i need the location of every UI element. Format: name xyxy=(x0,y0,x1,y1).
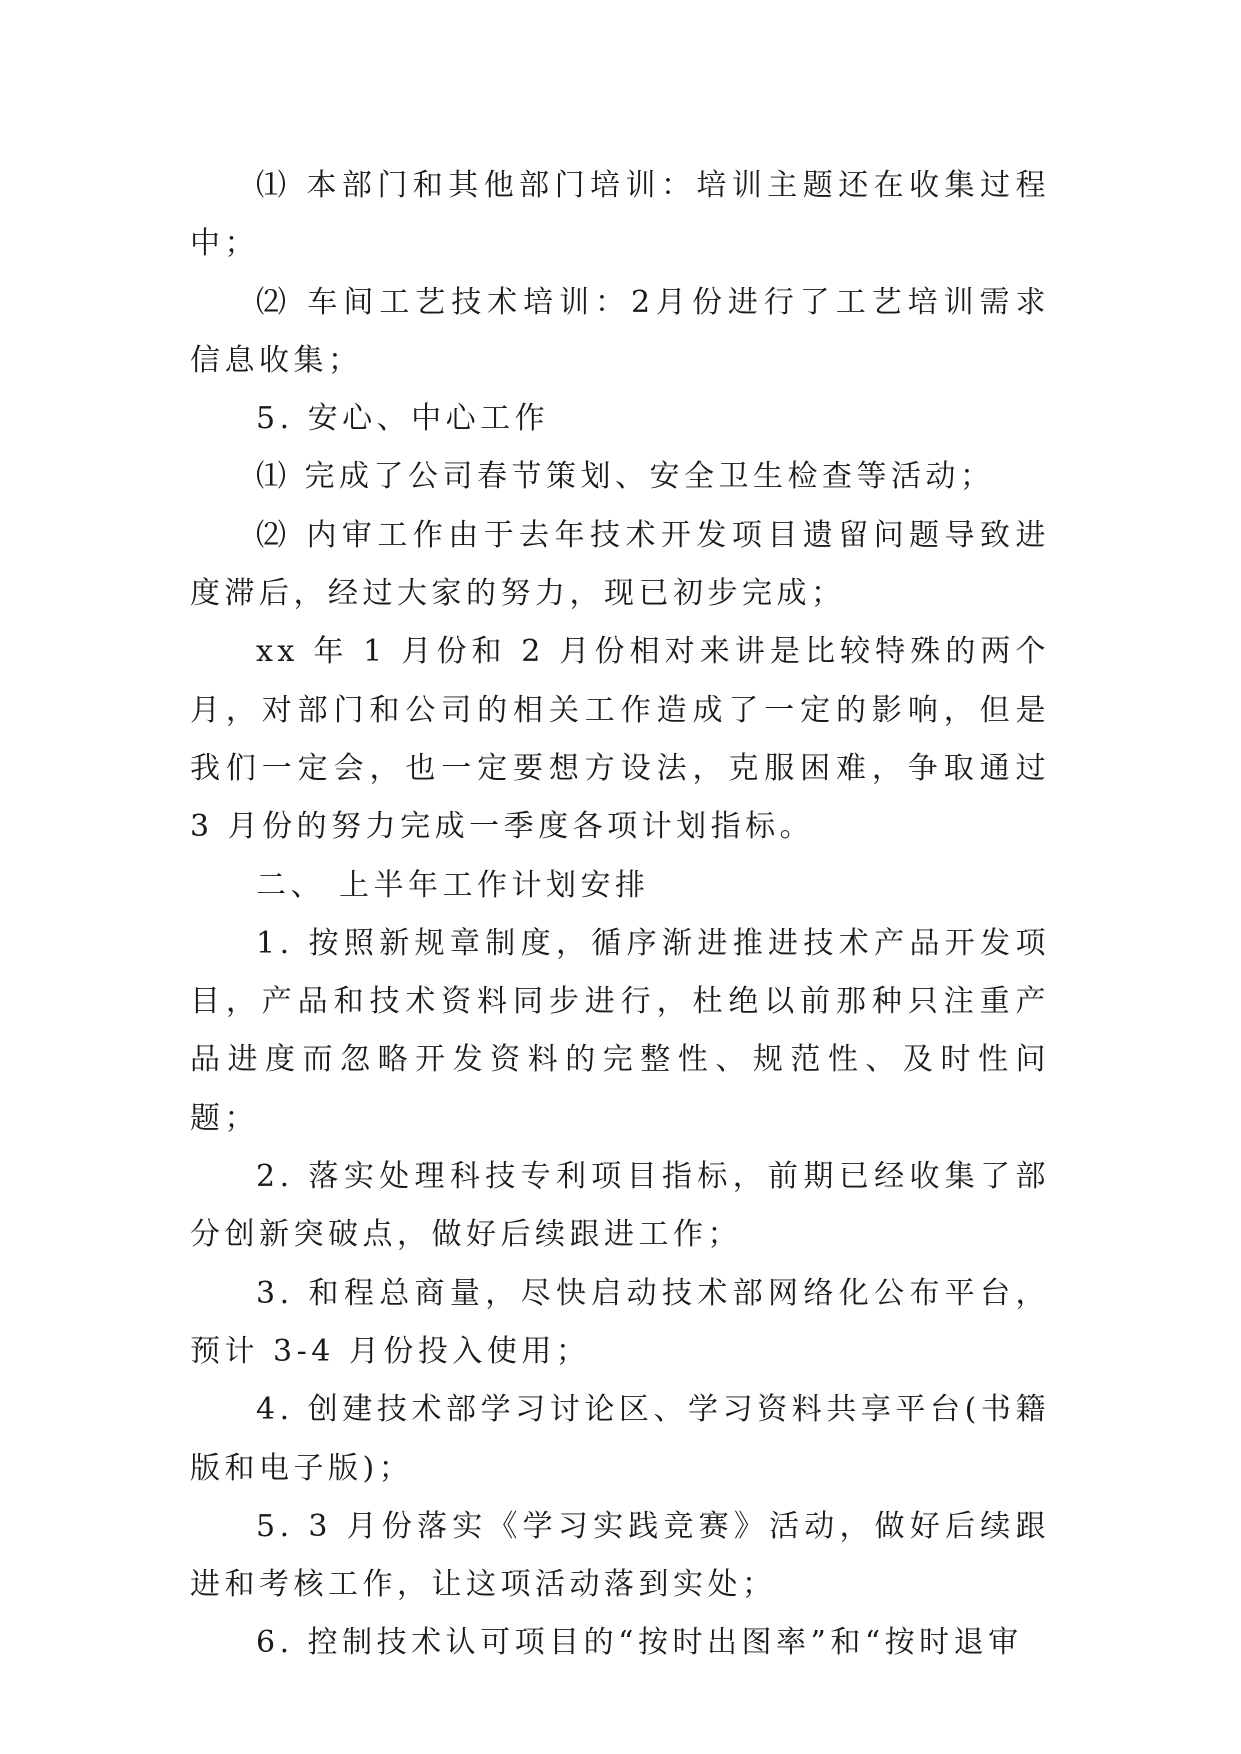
paragraph-plan-item-6: 6. 控制技术认可项目的“按时出图率”和“按时退审 xyxy=(256,1625,1023,1661)
document-body xyxy=(190,157,1050,1673)
paragraph-plan-item-3: 3. 和程总商量，尽快启动技术部网络化公布平台，预计 3-4 月份投入使用； xyxy=(190,1275,1050,1369)
paragraph-workshop-process-training: ⑵ 车间工艺技术培训：2月份进行了工艺培训需求信息收集； xyxy=(190,284,1050,378)
paragraph-plan-item-5: 5. 3 月份落实《学习实践竞赛》活动，做好后续跟进和考核工作，让这项活动落到实处； xyxy=(190,1508,1050,1603)
paragraph-spring-festival-activities: ⑴ 完成了公司春节策划、安全卫生检查等活动； xyxy=(256,459,995,495)
paragraph-internal-audit: ⑵ 内审工作由于去年技术开发项目遗留问题导致进度滞后，经过大家的努力，现已初步完成； xyxy=(190,517,1050,612)
paragraph-plan-item-4: 4. 创建技术部学习讨论区、学习资料共享平台(书籍版和电子版)； xyxy=(190,1392,1050,1486)
paragraph-plan-item-2: 2. 落实处理科技专利项目指标，前期已经收集了部分创新突破点，做好后续跟进工作； xyxy=(190,1159,1050,1253)
paragraph-section-2-heading: 二、 上半年工作计划安排 xyxy=(256,867,650,903)
paragraph-training-other-departments: ⑴ 本部门和其他部门培训：培训主题还在收集过程中； xyxy=(190,168,1050,262)
paragraph-plan-item-1: 1. 按照新规章制度，循序渐进推进技术产品开发项目，产品和技术资料同步进行，杜绝以前那种只注重产品进度而忽略开发资料的完整性、规范性、及时性问题； xyxy=(190,925,1050,1136)
paragraph-january-february-summary: xx 年 1 月份和 2 月份相对来讲是比较特殊的两个月，对部门和公司的相关工作造成了一定的影响，但是我们一定会，也一定要想方设法，克服困难，争取通过 3 月份的努力完成一季度各项计划指标。 xyxy=(190,634,1050,845)
paragraph-section-5-heading: 5. 安心、中心工作 xyxy=(256,401,550,437)
